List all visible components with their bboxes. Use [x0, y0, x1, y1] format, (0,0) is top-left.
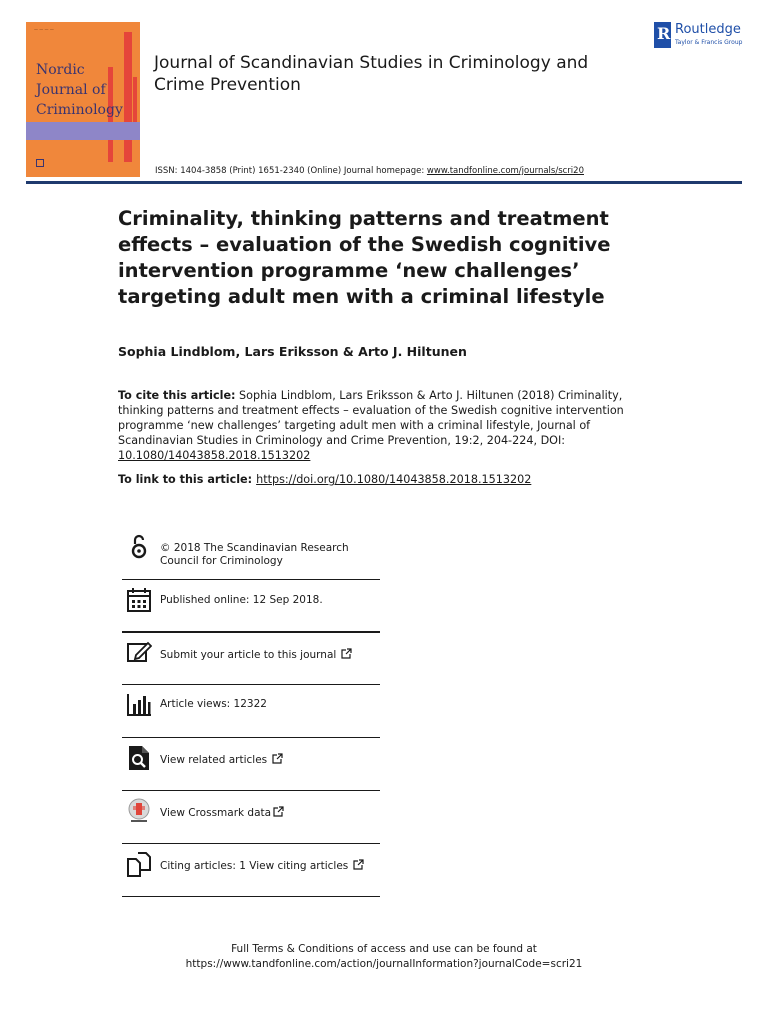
- cover-title-line-3: Criminology: [36, 102, 123, 118]
- row-divider: [122, 843, 380, 844]
- external-link-icon: [341, 648, 352, 659]
- citation-text: Sophia Lindblom, Lars Eriksson & Arto J. Hiltunen (2018) Criminality, thinking patterns and treatment effects – evaluation of the Swedish cognitive intervention programme ‘new challenges’ targeting adult men with a criminal lifestyle, Journal of Scandinavian Studies in Criminology and Crime Prevention, 19:2, 204-224, DOI:: [118, 389, 624, 447]
- external-link-icon: [272, 753, 283, 764]
- row-divider: [122, 896, 380, 897]
- issn-text: ISSN: 1404-3858 (Print) 1651-2340 (Online) Journal homepage:: [155, 166, 427, 176]
- crossmark-link[interactable]: [160, 806, 380, 820]
- footer-terms: [0, 942, 768, 972]
- row-divider: [122, 737, 380, 738]
- calendar-icon: [126, 587, 152, 613]
- citing-articles-label: Citing articles: 1 View citing articles: [160, 860, 349, 872]
- footer-terms-link[interactable]: https://www.tandfonline.com/action/journalInformation?journalCode=scri21: [185, 958, 583, 970]
- article-authors: Sophia Lindblom, Lars Eriksson & Arto J. Hiltunen: [118, 344, 467, 359]
- published-date-text: Published online: 12 Sep 2018.: [160, 594, 323, 606]
- publisher-logo: [654, 22, 746, 50]
- bar-chart-icon: [126, 692, 152, 718]
- journal-cover-image: [26, 22, 140, 177]
- cover-top-text: — — — —: [34, 27, 54, 32]
- cover-band: [26, 122, 140, 140]
- views-row: [122, 692, 380, 722]
- row-divider: [122, 579, 380, 580]
- cover-bar: [124, 32, 132, 162]
- external-link-icon: [353, 859, 364, 870]
- crossmark-label: View Crossmark data: [160, 807, 272, 819]
- article-views-text: Article views: 12322: [160, 698, 267, 710]
- publisher-name: Routledge: [675, 22, 741, 37]
- article-link-label: To link to this article:: [118, 473, 253, 486]
- routledge-logo-icon: R: [654, 22, 671, 48]
- row-divider: [122, 790, 380, 791]
- license-row: [122, 534, 380, 574]
- crossmark-icon: [126, 798, 152, 824]
- submit-row[interactable]: [122, 640, 380, 670]
- related-articles-label: View related articles: [160, 754, 268, 766]
- journal-homepage-link[interactable]: www.tandfonline.com/journals/scri20: [426, 166, 584, 176]
- related-articles-link[interactable]: [160, 753, 380, 767]
- crossmark-row[interactable]: [122, 798, 380, 828]
- doi-link[interactable]: 10.1080/14043858.2018.1513202: [118, 449, 311, 462]
- external-link-icon: [273, 806, 284, 817]
- article-doi-url-link[interactable]: https://doi.org/10.1080/14043858.2018.1513202: [256, 473, 532, 486]
- header-divider: [26, 181, 742, 184]
- submit-article-label: Submit your article to this journal: [160, 649, 337, 661]
- citation-label: To cite this article:: [118, 389, 236, 402]
- cover-title-line-1: Nordic: [36, 62, 85, 78]
- row-divider: [122, 631, 380, 633]
- citing-articles-icon: [126, 851, 152, 877]
- article-link-block: [118, 472, 638, 487]
- footer-line-1: Full Terms & Conditions of access and use can be found at: [231, 943, 537, 955]
- submit-article-link[interactable]: [160, 648, 380, 662]
- related-row[interactable]: [122, 745, 380, 775]
- cover-title-line-2: Journal of: [36, 82, 106, 98]
- published-row: [122, 587, 380, 617]
- edit-icon: [126, 640, 152, 666]
- issn-line: [155, 166, 584, 176]
- row-divider: [122, 684, 380, 685]
- citing-articles-link[interactable]: [160, 859, 380, 873]
- cover-publisher-mark: [36, 159, 44, 167]
- license-text: © 2018 The Scandinavian Research Council for Criminology: [160, 542, 349, 567]
- open-access-icon: [126, 534, 152, 560]
- citing-row[interactable]: [122, 851, 380, 881]
- publisher-subtitle: Taylor & Francis Group: [675, 39, 743, 46]
- article-title: Criminality, thinking patterns and treatment effects – evaluation of the Swedish cognitive intervention programme ‘new challenges’ targeting adult men with a criminal lifestyle: [118, 207, 611, 308]
- citation-block: [118, 388, 638, 463]
- journal-title: Journal of Scandinavian Studies in Criminology and Crime Prevention: [154, 53, 589, 95]
- document-search-icon: [126, 745, 152, 771]
